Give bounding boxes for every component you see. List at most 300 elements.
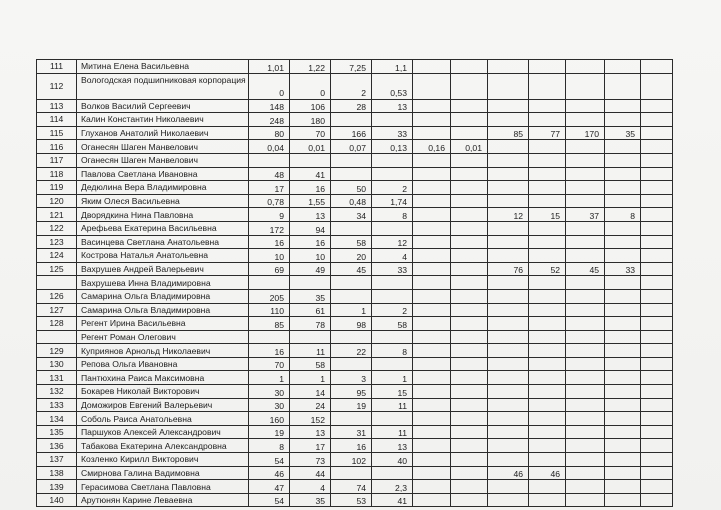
value-cell [488,113,529,127]
owner-name-cell: Дедюлина Вера Владимировна [77,181,249,195]
value-cell: 49 [290,262,331,276]
value-cell [529,412,566,426]
value-cell [488,99,529,113]
value-cell [605,317,641,331]
value-cell: 170 [566,126,605,140]
value-cell [641,73,673,99]
owner-name-cell: Яким Олеся Васильевна [77,194,249,208]
value-cell [451,439,488,453]
row-number-cell [37,330,77,344]
row-number-cell: 112 [37,73,77,99]
value-cell: 30 [249,385,290,399]
value-cell [566,167,605,181]
value-cell: 8 [249,439,290,453]
value-cell: 58 [331,235,372,249]
value-cell: 8 [372,208,413,222]
value-cell [529,235,566,249]
value-cell [641,453,673,467]
value-cell: 33 [372,126,413,140]
value-cell: 0,78 [249,194,290,208]
value-cell [605,303,641,317]
value-cell [451,357,488,371]
row-number-cell: 111 [37,60,77,74]
value-cell [451,249,488,263]
value-cell [451,235,488,249]
value-cell: 13 [290,425,331,439]
owner-name-cell: Митина Елена Васильевна [77,60,249,74]
value-cell [488,276,529,290]
value-cell: 1 [290,371,331,385]
value-cell [451,317,488,331]
value-cell [488,317,529,331]
value-cell [566,371,605,385]
value-cell [488,303,529,317]
value-cell: 12 [488,208,529,222]
value-cell [451,344,488,358]
value-cell [331,221,372,235]
value-cell [413,344,451,358]
row-number-cell: 116 [37,140,77,154]
value-cell: 1,1 [372,60,413,74]
value-cell [290,330,331,344]
table-row [37,480,673,494]
value-cell [641,289,673,303]
value-cell: 10 [290,249,331,263]
value-cell [451,60,488,74]
value-cell [331,153,372,167]
value-cell [451,153,488,167]
value-cell [413,73,451,99]
value-cell [529,73,566,99]
value-cell [451,425,488,439]
value-cell [605,153,641,167]
value-cell [413,153,451,167]
value-cell: 2 [372,181,413,195]
value-cell [488,60,529,74]
value-cell [488,330,529,344]
value-cell: 74 [331,480,372,494]
value-cell [451,466,488,480]
value-cell [413,276,451,290]
value-cell [605,194,641,208]
value-cell [566,330,605,344]
value-cell: 20 [331,249,372,263]
value-cell: 44 [290,466,331,480]
value-cell [488,235,529,249]
value-cell [372,289,413,303]
value-cell: 85 [488,126,529,140]
row-number-cell: 114 [37,113,77,127]
value-cell: 9 [249,208,290,222]
value-cell [451,453,488,467]
owner-name-cell: Паршуков Алексей Александрович [77,425,249,439]
value-cell [641,357,673,371]
value-cell [413,453,451,467]
table-row [37,398,673,412]
owner-name-cell: Герасимова Светлана Павловна [77,480,249,494]
value-cell [413,330,451,344]
value-cell [529,167,566,181]
value-cell [529,425,566,439]
value-cell [641,385,673,399]
value-cell: 54 [249,453,290,467]
value-cell [605,357,641,371]
value-cell [605,140,641,154]
value-cell [488,140,529,154]
value-cell [529,371,566,385]
value-cell: 180 [290,113,331,127]
owner-name-cell: Репова Ольга Ивановна [77,357,249,371]
value-cell: 11 [290,344,331,358]
value-cell [605,480,641,494]
table-row [37,330,673,344]
owner-name-cell: Регент Ирина Васильевна [77,317,249,331]
table-row [37,466,673,480]
value-cell [641,235,673,249]
value-cell [488,480,529,494]
row-number-cell: 136 [37,439,77,453]
value-cell [451,385,488,399]
value-cell [488,194,529,208]
value-cell: 1 [331,303,372,317]
value-cell: 17 [290,439,331,453]
row-number-cell: 133 [37,398,77,412]
value-cell [529,113,566,127]
table-row [37,153,673,167]
value-cell: 0,01 [290,140,331,154]
value-cell: 58 [372,317,413,331]
value-cell: 1,01 [249,60,290,74]
value-cell [605,412,641,426]
value-cell [413,99,451,113]
value-cell [413,357,451,371]
value-cell [488,153,529,167]
value-cell [488,289,529,303]
row-number-cell: 139 [37,480,77,494]
value-cell: 16 [331,439,372,453]
value-cell [566,235,605,249]
value-cell: 3 [331,371,372,385]
value-cell [451,412,488,426]
row-number-cell: 119 [37,181,77,195]
table-row [37,262,673,276]
row-number-cell: 123 [37,235,77,249]
value-cell [413,262,451,276]
value-cell [641,194,673,208]
value-cell [451,99,488,113]
value-cell: 152 [290,412,331,426]
table-row [37,194,673,208]
value-cell [566,317,605,331]
value-cell [488,357,529,371]
value-cell: 0 [249,73,290,99]
value-cell: 48 [249,167,290,181]
row-number-cell: 126 [37,289,77,303]
value-cell [529,60,566,74]
value-cell [605,344,641,358]
table-row [37,99,673,113]
value-cell [488,412,529,426]
row-number-cell: 128 [37,317,77,331]
value-cell: 8 [605,208,641,222]
table-row [37,385,673,399]
value-cell [413,113,451,127]
table-row [37,453,673,467]
value-cell [566,357,605,371]
value-cell [451,480,488,494]
value-cell [566,221,605,235]
value-cell [641,153,673,167]
value-cell: 4 [290,480,331,494]
value-cell: 77 [529,126,566,140]
row-number-cell: 115 [37,126,77,140]
owner-name-cell: Вахрушев Андрей Валерьевич [77,262,249,276]
value-cell [451,493,488,507]
row-number-cell: 125 [37,262,77,276]
value-cell [451,330,488,344]
value-cell [529,140,566,154]
value-cell [413,480,451,494]
value-cell [372,153,413,167]
value-cell: 172 [249,221,290,235]
value-cell [605,453,641,467]
value-cell [488,439,529,453]
value-cell [488,371,529,385]
owner-name-cell: Вологодская подшипниковая корпорация [77,73,249,99]
row-number-cell: 122 [37,221,77,235]
value-cell: 78 [290,317,331,331]
value-cell [605,249,641,263]
value-cell: 95 [331,385,372,399]
owner-name-cell: Пантюхина Раиса Максимовна [77,371,249,385]
value-cell: 1,22 [290,60,331,74]
value-cell [641,330,673,344]
value-cell [488,167,529,181]
value-cell: 205 [249,289,290,303]
value-cell: 160 [249,412,290,426]
value-cell [566,303,605,317]
value-cell [529,194,566,208]
value-cell: 13 [372,439,413,453]
row-number-cell: 132 [37,385,77,399]
row-number-cell: 137 [37,453,77,467]
value-cell [529,99,566,113]
value-cell [413,371,451,385]
value-cell [641,317,673,331]
value-cell [605,385,641,399]
value-cell [641,480,673,494]
value-cell [641,398,673,412]
value-cell: 45 [331,262,372,276]
value-cell [488,398,529,412]
value-cell: 35 [290,493,331,507]
value-cell [331,276,372,290]
value-cell: 11 [372,425,413,439]
value-cell: 35 [605,126,641,140]
row-number-cell: 121 [37,208,77,222]
value-cell [331,357,372,371]
value-cell: 4 [372,249,413,263]
value-cell [451,126,488,140]
value-cell [641,60,673,74]
value-cell: 0,53 [372,73,413,99]
value-cell: 12 [372,235,413,249]
value-cell [451,113,488,127]
value-cell: 40 [372,453,413,467]
row-number-cell: 138 [37,466,77,480]
value-cell [413,249,451,263]
value-cell [566,466,605,480]
value-cell: 1,55 [290,194,331,208]
value-cell [566,194,605,208]
value-cell [331,412,372,426]
value-cell: 13 [290,208,331,222]
table-body [37,60,673,507]
value-cell: 69 [249,262,290,276]
value-cell [566,453,605,467]
table-row [37,425,673,439]
row-number-cell: 131 [37,371,77,385]
value-cell: 70 [249,357,290,371]
value-cell [566,425,605,439]
value-cell: 50 [331,181,372,195]
value-cell [605,371,641,385]
value-cell [566,493,605,507]
value-cell [529,181,566,195]
value-cell: 94 [290,221,331,235]
value-cell: 0,04 [249,140,290,154]
owner-name-cell: Глуханов Анатолий Николаевич [77,126,249,140]
value-cell: 98 [331,317,372,331]
value-cell: 16 [290,235,331,249]
table-row [37,357,673,371]
value-cell [249,276,290,290]
owner-name-cell: Калин Константин Николаевич [77,113,249,127]
value-cell: 10 [249,249,290,263]
value-cell: 15 [372,385,413,399]
value-cell: 0,48 [331,194,372,208]
value-cell: 14 [290,385,331,399]
value-cell [331,113,372,127]
value-cell [641,208,673,222]
row-number-cell [37,276,77,290]
value-cell [641,181,673,195]
value-cell [605,439,641,453]
value-cell [413,194,451,208]
value-cell [372,276,413,290]
value-cell [641,221,673,235]
value-cell [641,466,673,480]
value-cell [451,371,488,385]
row-number-cell: 127 [37,303,77,317]
value-cell [413,385,451,399]
row-number-cell: 140 [37,493,77,507]
value-cell [605,113,641,127]
value-cell [413,439,451,453]
value-cell [641,425,673,439]
value-cell [488,181,529,195]
value-cell [290,153,331,167]
value-cell [413,126,451,140]
owner-name-cell: Васинцева Светлана Анатольевна [77,235,249,249]
value-cell [451,289,488,303]
value-cell: 11 [372,398,413,412]
value-cell [372,167,413,181]
owner-name-cell: Доможиров Евгений Валерьевич [77,398,249,412]
value-cell: 166 [331,126,372,140]
value-cell [413,289,451,303]
owner-name-cell: Соболь Раиса Анатольевна [77,412,249,426]
value-cell [641,412,673,426]
owner-name-cell: Кострова Наталья Анатольевна [77,249,249,263]
table-row [37,249,673,263]
value-cell [566,113,605,127]
value-cell [641,126,673,140]
value-cell [566,289,605,303]
table-row [37,126,673,140]
value-cell: 61 [290,303,331,317]
value-cell: 24 [290,398,331,412]
value-cell: 8 [372,344,413,358]
value-cell [413,60,451,74]
owner-name-cell: Бокарев Николай Викторович [77,385,249,399]
value-cell [451,221,488,235]
value-cell [372,330,413,344]
value-cell: 46 [488,466,529,480]
value-cell [641,344,673,358]
table-row [37,221,673,235]
value-cell [641,262,673,276]
value-cell [488,73,529,99]
value-cell [605,167,641,181]
owner-name-cell: Вахрушева Инна Владимировна [77,276,249,290]
table-row [37,371,673,385]
value-cell [566,344,605,358]
value-cell [566,153,605,167]
value-cell: 22 [331,344,372,358]
value-cell [605,60,641,74]
value-cell: 16 [290,181,331,195]
value-cell: 52 [529,262,566,276]
value-cell [451,208,488,222]
value-cell [372,466,413,480]
value-cell [249,153,290,167]
value-cell [413,425,451,439]
value-cell [529,317,566,331]
value-cell [488,385,529,399]
value-cell [641,99,673,113]
value-cell: 19 [331,398,372,412]
value-cell: 46 [249,466,290,480]
value-cell [413,398,451,412]
value-cell: 248 [249,113,290,127]
value-cell: 13 [372,99,413,113]
value-cell: 1 [372,371,413,385]
table-row [37,439,673,453]
value-cell [488,425,529,439]
value-cell: 2 [372,303,413,317]
value-cell [413,466,451,480]
value-cell: 31 [331,425,372,439]
value-cell: 110 [249,303,290,317]
value-cell [566,480,605,494]
owner-name-cell: Козленко Кирилл Викторович [77,453,249,467]
value-cell [413,235,451,249]
value-cell [566,412,605,426]
value-cell [641,439,673,453]
value-cell [641,140,673,154]
value-cell [566,276,605,290]
